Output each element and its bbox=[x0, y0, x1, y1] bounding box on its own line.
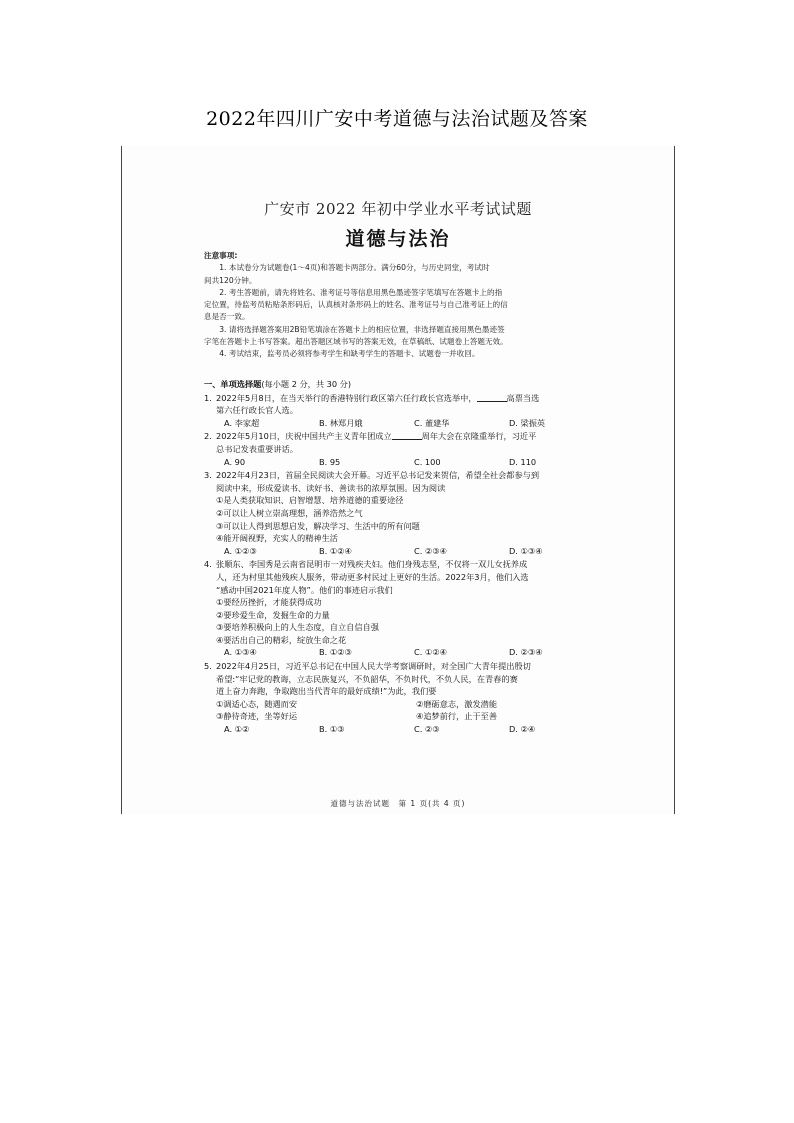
options-row bbox=[204, 545, 604, 558]
exam-title: 广安市 2022 年初中学业水平考试试题 bbox=[264, 200, 532, 218]
answer-blank bbox=[392, 431, 422, 440]
option-b: B. 95 bbox=[319, 456, 341, 467]
question-text: 周年大会在京隆重举行，习近平 bbox=[421, 431, 537, 442]
statement-row bbox=[204, 710, 604, 723]
option-a: A. ①②③ bbox=[224, 545, 257, 556]
question-text: 2022年5月10日，庆祝中国共产主义青年团成立 bbox=[216, 431, 392, 442]
statement: ①是人类获取知识、启智增慧、培养道德的重要途径 bbox=[216, 495, 404, 506]
question-2 bbox=[204, 430, 604, 468]
statement: ②要珍爱生命，发掘生命的力量 bbox=[216, 609, 330, 620]
question-4 bbox=[204, 558, 604, 659]
option-a: A. 李家超 bbox=[224, 417, 260, 428]
statement: ④追梦前行，止于至善 bbox=[416, 711, 498, 722]
question-number: 2. bbox=[204, 431, 212, 442]
option-d: D. ①③④ bbox=[509, 545, 543, 556]
question-text: “感动中国2021年度人物”。他们的事迹启示我们 bbox=[216, 584, 393, 595]
question-text: 2022年4月25日，习近平总书记在中国人民大学考察调研时，对全国广大青年提出殷切 bbox=[216, 661, 531, 672]
question-number: 5. bbox=[204, 661, 212, 672]
statement: ③静待奇迹，坐等好运 bbox=[216, 711, 298, 722]
question-text: 阅读中来，形成爱读书、读好书、善读书的浓厚氛围。因为阅读 bbox=[216, 482, 446, 493]
option-b: B. ①②③ bbox=[319, 647, 352, 658]
document-title: 2022年四川广安中考道德与法治试题及答案 bbox=[206, 108, 588, 130]
option-c: C. ②③④ bbox=[414, 545, 447, 556]
question-number: 1. bbox=[204, 392, 212, 403]
question-number: 3. bbox=[204, 470, 212, 481]
question-3 bbox=[204, 469, 604, 557]
question-text: 高票当选 bbox=[506, 392, 540, 403]
option-d: D. ②④ bbox=[509, 724, 536, 735]
question-text: 张顺东、李国秀是云南省昆明市一对残疾夫妇。他们身残志坚，不仅将一双儿女抚养成 bbox=[216, 559, 528, 570]
notice-line: 4. 考试结束，监考员必须将参考学生和缺考学生的答题卡、试题卷一并收回。 bbox=[219, 349, 480, 359]
option-b: B. ①③ bbox=[319, 724, 345, 735]
statement: ③要培养积极向上的人生态度，自立自信自强 bbox=[216, 622, 379, 633]
notice-line: 间共120分钟。 bbox=[204, 275, 257, 285]
question-number: 4. bbox=[204, 559, 212, 570]
question-text: 2022年5月8日，在当天举行的香港特别行政区第六任行政长官选举中， bbox=[216, 392, 477, 403]
subject-title: 道德与法治 bbox=[345, 228, 451, 250]
option-c: C. 董建华 bbox=[414, 417, 450, 428]
question-text: 道上奋力奔跑，争取跑出当代青年的最好成绩!”为此，我们要 bbox=[216, 686, 437, 697]
notice-line: 定位置，待监考员粘贴条形码后，认真核对条形码上的姓名、准考证号与自己准考证上的信 bbox=[204, 300, 508, 310]
statement: ②可以让人树立崇高理想，涵养浩然之气 bbox=[216, 507, 363, 518]
options-row bbox=[204, 456, 604, 469]
page-footer: 道德与法治试题 第 1 页(共 4 页) bbox=[330, 799, 466, 808]
answer-blank bbox=[477, 393, 507, 402]
statement-row bbox=[204, 698, 604, 711]
statement: ①调适心态，随遇而安 bbox=[216, 698, 298, 709]
option-b: B. 林郑月娥 bbox=[319, 417, 363, 428]
scanned-exam-page bbox=[121, 146, 675, 814]
option-d: D. ②③④ bbox=[509, 647, 543, 658]
section-single-choice bbox=[204, 378, 604, 736]
statement: ①要经历挫折，才能获得成功 bbox=[216, 597, 322, 608]
options-row bbox=[204, 723, 604, 736]
options-row bbox=[204, 646, 604, 659]
question-text: 人，还为村里其他残疾人服务，带动更多村民过上更好的生活。2022年3月，他们入选 bbox=[216, 571, 529, 582]
notice-block bbox=[204, 250, 599, 361]
notice-line: 息是否一致。 bbox=[204, 312, 250, 322]
section-heading bbox=[204, 378, 604, 391]
option-d: D. 梁振英 bbox=[509, 417, 546, 428]
notice-line: 2. 考生答题前，请先将姓名、准考证号等信息用黑色墨迹签字笔填写在答题卡上的指 bbox=[219, 287, 503, 297]
statement: ④能开阔视野，充实人的精神生活 bbox=[216, 533, 338, 544]
question-text: 希望:“牢记党的教诲，立志民族复兴，不负韶华，不负时代，不负人民，在青春的赛 bbox=[216, 673, 518, 684]
question-text: 第六任行政长官人选。 bbox=[216, 405, 298, 416]
option-a: A. 90 bbox=[224, 456, 246, 467]
question-1 bbox=[204, 392, 604, 430]
section-note: (每小题 2 分，共 30 分) bbox=[261, 379, 352, 389]
section-title: 一、单项选择题 bbox=[204, 379, 262, 389]
options-row bbox=[204, 417, 604, 430]
statement: ④要活出自己的精彩，绽放生命之花 bbox=[216, 634, 347, 645]
option-b: B. ①②④ bbox=[319, 545, 352, 556]
option-a: A. ①③④ bbox=[224, 647, 257, 658]
option-d: D. 110 bbox=[509, 456, 537, 467]
option-c: C. ②③ bbox=[414, 724, 440, 735]
notice-line: 3. 请将选择题答案用2B铅笔填涂在答题卡上的相应位置，非选择题直接用黑色墨迹签 bbox=[219, 324, 505, 334]
question-5 bbox=[204, 660, 604, 736]
option-c: C. 100 bbox=[414, 456, 441, 467]
notice-line: 字笔在答题卡上书写答案。超出答题区域书写的答案无效，在草稿纸、试题卷上答题无效。 bbox=[204, 337, 508, 347]
notice-line: 1. 本试卷分为试题卷(1～4页)和答题卡两部分。满分60分，与历史同堂，考试时 bbox=[219, 263, 490, 273]
option-a: A. ①② bbox=[224, 724, 250, 735]
statement: ②磨砺意志，激发潜能 bbox=[416, 698, 498, 709]
statement: ③可以让人得到思想启发，解决学习、生活中的所有问题 bbox=[216, 520, 420, 531]
notice-heading: 注意事项: bbox=[204, 251, 238, 260]
question-text: 2022年4月23日，首届全民阅读大会开幕。习近平总书记发来贺信，希望全社会都参与到 bbox=[216, 470, 540, 481]
option-c: C. ①②④ bbox=[414, 647, 447, 658]
question-text: 总书记发表重要讲话。 bbox=[216, 443, 298, 454]
